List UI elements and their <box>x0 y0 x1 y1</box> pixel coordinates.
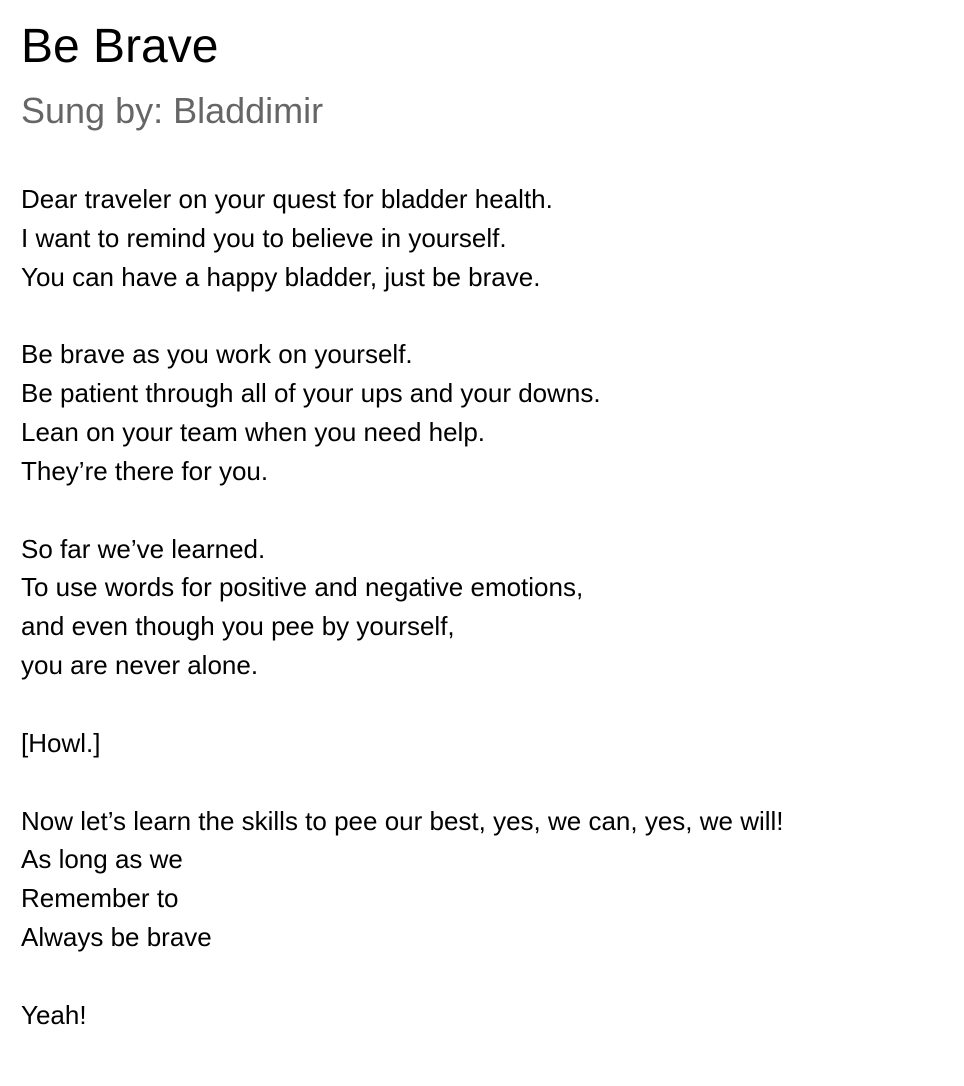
stanza-5 <box>21 802 964 957</box>
lyric-line: I want to remind you to believe in yourself. <box>21 222 507 253</box>
lyric-line: Dear traveler on your quest for bladder health. <box>21 184 553 214</box>
lyrics <box>21 180 964 1035</box>
lyric-line: Always be brave <box>21 921 212 952</box>
lyric-line: Be brave as you work on yourself. <box>21 339 413 370</box>
lyric-line: So far we’ve learned. <box>21 533 266 564</box>
song-subtitle: Sung by: Bladdimir <box>21 90 324 131</box>
stanza-3 <box>21 530 964 685</box>
lyric-line: To use words for positive and negative emotions, <box>21 572 584 603</box>
lyric-line: Be patient through all of your ups and your downs. <box>21 378 601 409</box>
stanza-4 <box>21 724 964 763</box>
stanza-6 <box>21 996 964 1035</box>
lyric-line: Remember to <box>21 883 179 914</box>
stanza-2 <box>21 335 964 490</box>
lyric-line: Now let’s learn the skills to pee our best, yes, we can, yes, we will! <box>21 805 784 836</box>
lyric-line: Lean on your team when you need help. <box>21 416 486 447</box>
lyric-line: As long as we <box>21 844 183 875</box>
song-title: Be Brave <box>21 20 219 73</box>
lyric-line: and even though you pee by yourself, <box>21 611 455 642</box>
lyric-line: [Howl.] <box>21 727 101 758</box>
lyric-line: you are never alone. <box>21 649 259 680</box>
lyric-line: Yeah! <box>21 999 87 1030</box>
stanza-1 <box>21 180 964 296</box>
lyric-line: They’re there for you. <box>21 455 269 486</box>
lyric-line: You can have a happy bladder, just be brave. <box>21 261 541 292</box>
